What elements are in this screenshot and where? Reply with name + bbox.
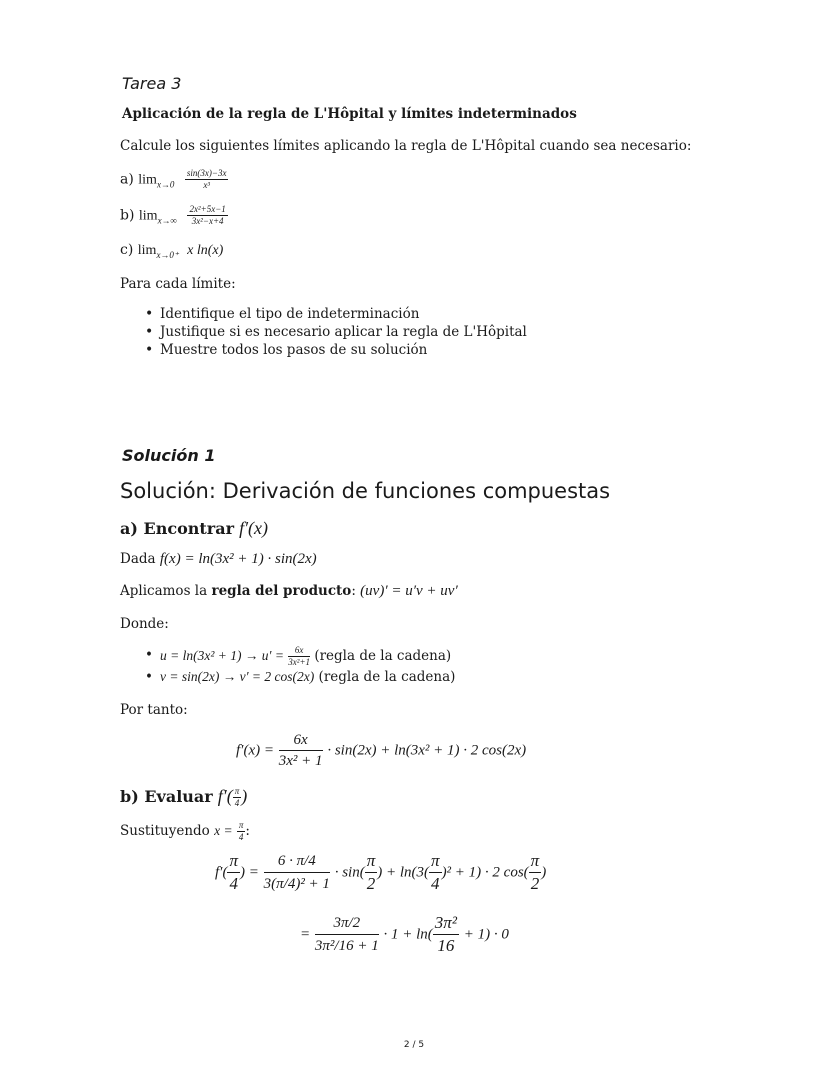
u-bullet bbox=[145, 645, 451, 668]
donde-text: Donde: bbox=[120, 616, 169, 632]
limit-a-label: a) bbox=[120, 171, 134, 188]
eq2-ln-num: 3π² bbox=[433, 912, 459, 935]
eq2-mid: · 1 + ln( bbox=[383, 926, 433, 943]
eq1-lhs-post: ) = bbox=[239, 864, 259, 881]
eq1-lhs-pre: f′( bbox=[215, 864, 228, 881]
limit-c-sub: x→0⁺ bbox=[156, 249, 179, 260]
eq2-ln-fraction bbox=[433, 912, 459, 957]
eq2-main-fraction bbox=[315, 912, 379, 957]
limit-b-denominator: 3x²−x+4 bbox=[191, 216, 224, 226]
subst-num: π bbox=[238, 820, 244, 830]
eq1-ln-num: π bbox=[429, 850, 442, 873]
u-fraction bbox=[288, 645, 310, 668]
task-intro: Calcule los siguientes límites aplicando la regla de L'Hôpital cuando sea necesario: bbox=[120, 138, 692, 154]
page-number: 2 / 5 bbox=[403, 1040, 425, 1050]
result-fraction bbox=[279, 730, 323, 771]
rule-text: Aplicamos la bbox=[120, 583, 208, 599]
result-lhs: f′(x) = bbox=[236, 742, 274, 759]
eq1-mid3: )² + 1) · 2 cos( bbox=[441, 864, 529, 881]
task-bullet-list bbox=[120, 305, 527, 359]
eq1-cos-num: π bbox=[529, 850, 542, 873]
result-numerator: 6x bbox=[279, 730, 323, 751]
substitution-line bbox=[120, 820, 250, 843]
part-b-title-fraction bbox=[233, 786, 242, 809]
eq1-main-fraction bbox=[264, 850, 330, 895]
subst-colon: : bbox=[245, 823, 250, 839]
result-denominator: 3x² + 1 bbox=[278, 753, 323, 769]
part-b-title-den: 4 bbox=[234, 798, 240, 808]
eq1-cos-fraction bbox=[529, 850, 542, 895]
part-b-title-post: ) bbox=[241, 786, 248, 806]
eq1-lhs-den: 4 bbox=[229, 874, 238, 893]
part-a-title bbox=[120, 518, 268, 539]
eq1-main-num: 6 · π/4 bbox=[264, 850, 330, 873]
list-item: • Identifique el tipo de indeterminación bbox=[120, 305, 527, 323]
limit-b-numerator: 2x²+5x−1 bbox=[189, 204, 226, 214]
eq2-lhs: = bbox=[300, 926, 311, 943]
v-math: v = sin(2x) → v′ = 2 cos(2x) bbox=[160, 669, 315, 684]
rule-bold: regla del producto bbox=[211, 583, 352, 599]
solution-heading: Solución 1 bbox=[122, 446, 216, 465]
limit-a-fraction bbox=[185, 168, 229, 191]
subst-text: Sustituyendo bbox=[120, 823, 210, 839]
u-note: (regla de la cadena) bbox=[314, 648, 452, 664]
subst-math: x = bbox=[214, 823, 233, 838]
eq1-cos-den: 2 bbox=[530, 874, 540, 893]
eq1-sin-fraction bbox=[365, 850, 378, 895]
evaluation-equation-1 bbox=[215, 850, 546, 895]
part-b-title-num: π bbox=[234, 786, 240, 796]
each-limit-text: Para cada límite: bbox=[120, 276, 236, 292]
result-rest: · sin(2x) + ln(3x² + 1) · 2 cos(2x) bbox=[327, 742, 527, 759]
eq1-sin-den: 2 bbox=[366, 874, 376, 893]
limit-a-denominator: x³ bbox=[203, 180, 211, 190]
u-math: u = ln(3x² + 1) → u′ = bbox=[160, 648, 284, 663]
limit-c bbox=[120, 242, 223, 259]
eq1-lhs-fraction bbox=[227, 850, 240, 895]
limit-a-sub: x→0 bbox=[156, 179, 175, 190]
limit-b-fraction bbox=[187, 204, 227, 227]
eq1-lhs-num: π bbox=[227, 850, 240, 873]
limit-a-lim: lim bbox=[138, 172, 157, 188]
task-title: Aplicación de la regla de L'Hôpital y límites indeterminados bbox=[122, 106, 577, 122]
limit-a bbox=[120, 168, 228, 191]
given-text: Dada bbox=[120, 551, 156, 567]
limit-a-numerator: sin(3x)−3x bbox=[186, 168, 227, 178]
evaluation-equation-2 bbox=[300, 912, 509, 957]
subst-den: 4 bbox=[238, 832, 244, 842]
limit-b-sub: x→∞ bbox=[157, 215, 177, 226]
v-note: (regla de la cadena) bbox=[318, 669, 456, 685]
eq2-ln-den: 16 bbox=[437, 936, 455, 955]
derivative-result bbox=[236, 730, 526, 771]
eq1-mid2: ) + ln(3( bbox=[377, 864, 430, 881]
solution-title: Solución: Derivación de funciones compuestas bbox=[120, 479, 611, 503]
rule-math: (uv)′ = u′v + uv′ bbox=[360, 583, 458, 599]
bullet-dot: • bbox=[145, 669, 153, 685]
part-b-title bbox=[120, 786, 247, 809]
given-math: f(x) = ln(3x² + 1) · sin(2x) bbox=[159, 551, 317, 567]
u-frac-den: 3x²+1 bbox=[288, 657, 311, 667]
limit-b bbox=[120, 204, 228, 227]
bullet-dot: • bbox=[145, 647, 153, 663]
eq1-mid: · sin( bbox=[334, 864, 365, 881]
limit-b-label: b) bbox=[120, 207, 135, 224]
eq1-end: ) bbox=[541, 864, 547, 881]
task-heading: Tarea 3 bbox=[122, 74, 182, 93]
part-a-title-text: a) Encontrar bbox=[120, 519, 234, 538]
eq2-end: + 1) · 0 bbox=[463, 926, 509, 943]
limit-c-label: c) bbox=[120, 242, 134, 258]
limit-c-expression: x ln(x) bbox=[187, 243, 224, 258]
limit-c-lim: lim bbox=[137, 243, 157, 258]
eq1-ln-fraction bbox=[429, 850, 442, 895]
limit-b-lim: lim bbox=[138, 208, 158, 224]
eq1-sin-num: π bbox=[365, 850, 378, 873]
eq1-ln-den: 4 bbox=[431, 874, 440, 893]
u-frac-num: 6x bbox=[288, 645, 310, 657]
eq2-main-den: 3π²/16 + 1 bbox=[314, 938, 379, 954]
v-bullet bbox=[145, 669, 455, 685]
part-b-title-text: b) Evaluar bbox=[120, 787, 213, 806]
part-a-title-math: f′(x) bbox=[239, 518, 269, 538]
therefore-text: Por tanto: bbox=[120, 702, 188, 718]
list-item: • Justifique si es necesario aplicar la regla de L'Hôpital bbox=[120, 323, 527, 341]
part-a-rule bbox=[120, 583, 458, 600]
eq1-main-den: 3(π/4)² + 1 bbox=[263, 876, 330, 892]
rule-colon: : bbox=[351, 583, 356, 599]
part-b-title-pre: f′( bbox=[217, 786, 233, 806]
part-a-given bbox=[120, 551, 317, 568]
list-item: • Muestre todos los pasos de su solución bbox=[120, 341, 527, 359]
eq2-main-num: 3π/2 bbox=[315, 912, 379, 935]
